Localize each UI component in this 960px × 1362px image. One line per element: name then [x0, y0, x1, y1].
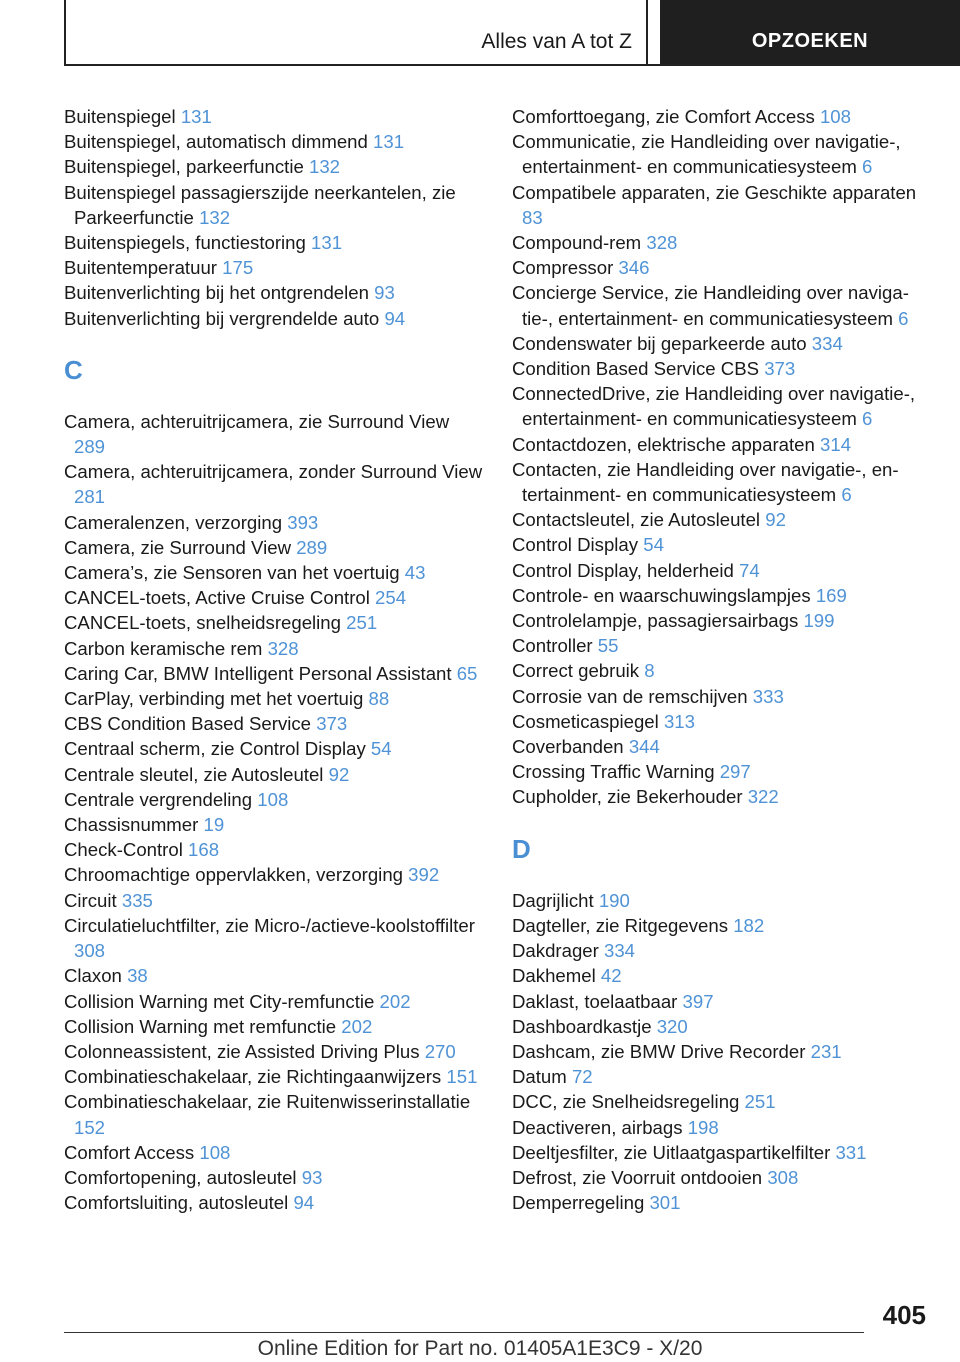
index-entry-term: Buitenspiegel, automatisch dimmend: [64, 131, 368, 153]
page-reference-link[interactable]: 6: [898, 307, 909, 329]
index-entry: [64, 1089, 484, 1139]
index-entry: [64, 862, 484, 887]
index-entry: [512, 633, 932, 658]
index-entry-term: Buitenverlichting bij het ontgrendelen: [64, 282, 369, 304]
index-entry-term: Dagteller, zie Ritgegevens: [512, 914, 729, 936]
index-entry-term: Check-Control: [64, 839, 183, 861]
index-entry: [64, 510, 484, 535]
index-entry: [64, 686, 484, 711]
index-entry-term: Dakhemel: [512, 965, 596, 987]
index-entry: [512, 1039, 932, 1064]
index-entry-term: Controlelampje, passagiersairbags: [512, 610, 799, 632]
index-entry-term: Controller: [512, 635, 593, 657]
page-reference-link[interactable]: 333: [752, 685, 784, 707]
page-reference-link[interactable]: 108: [819, 106, 851, 127]
index-entry-term: Compound-rem: [512, 232, 642, 254]
page-reference-link[interactable]: 308: [74, 940, 106, 962]
index-entry: [64, 1014, 484, 1039]
index-entry: [64, 535, 484, 560]
index-entry: [64, 661, 484, 686]
index-entry-term: Dashcam, zie BMW Drive Recorder: [512, 1040, 806, 1062]
index-entry: [512, 963, 932, 988]
page-reference-link[interactable]: 397: [682, 990, 714, 1012]
index-entry-term: DCC, zie Snelheidsregeling: [512, 1091, 740, 1113]
page-reference-link[interactable]: 301: [649, 1192, 681, 1214]
index-entry-term: Dashboardkastje: [512, 1015, 652, 1037]
index-entry: [512, 507, 932, 532]
page-reference-link[interactable]: 289: [74, 436, 106, 458]
page-reference-link[interactable]: 132: [199, 206, 231, 228]
page-reference-link[interactable]: 281: [74, 486, 106, 508]
index-entry: [512, 1014, 932, 1039]
index-entry-term: Cupholder, zie Bekerhouder: [512, 786, 743, 808]
index-entry: [64, 888, 484, 913]
page-reference-link[interactable]: 270: [424, 1040, 456, 1062]
index-entry: [512, 104, 932, 129]
index-entry-term: Deeltjesfilter, zie Uitlaatgaspartikelfilter: [512, 1141, 831, 1163]
index-entry-term: Control Display: [512, 534, 639, 556]
index-entry-term: Collision Warning met remfunctie: [64, 1015, 337, 1037]
index-entry: [512, 1064, 932, 1089]
index-entry: [64, 280, 484, 305]
page-reference-link[interactable]: 393: [287, 511, 319, 533]
page-reference-link[interactable]: 131: [373, 131, 405, 153]
page-reference-link[interactable]: 94: [293, 1192, 315, 1214]
index-entry-term: Buitenspiegel: [64, 106, 176, 127]
index-entry: [64, 180, 484, 230]
index-entry-term: Combinatieschakelaar, zie Richtingaanwijzers: [64, 1066, 442, 1088]
index-entry-term: Chroomachtige oppervlakken, verzorging: [64, 864, 403, 886]
page-reference-link[interactable]: 199: [803, 610, 835, 632]
index-entry-term: Circulatieluchtfilter, zie Micro-/actieve-koolstoffilter: [64, 914, 475, 936]
index-entry: [512, 709, 932, 734]
index-entry-term: Comfortopening, autosleutel: [64, 1166, 297, 1188]
index-entry-term: Buitenspiegel passagierszijde neerkantelen, zie Parkeerfunctie: [64, 181, 456, 228]
page-reference-link[interactable]: 42: [600, 965, 622, 987]
opzoeken-tab[interactable]: [660, 0, 960, 64]
index-entry-term: Comforttoegang, zie Comfort Access: [512, 106, 815, 127]
index-entry-term: Centraal scherm, zie Control Display: [64, 738, 366, 760]
index-entry-term: Buitenspiegel, parkeerfunctie: [64, 156, 304, 178]
index-entry: [64, 989, 484, 1014]
page-reference-link[interactable]: 92: [328, 763, 350, 785]
index-entry: [64, 459, 484, 509]
index-entry: [64, 711, 484, 736]
footer-divider: [64, 1332, 864, 1333]
index-entry-term: Contactdozen, elektrische apparaten: [512, 433, 815, 455]
index-entry: [512, 1165, 932, 1190]
page-reference-link[interactable]: 108: [199, 1141, 231, 1163]
index-entry-term: Centrale sleutel, zie Autosleutel: [64, 763, 324, 785]
index-entry: [64, 560, 484, 585]
index-entry-term: Condition Based Service CBS: [512, 358, 760, 380]
index-letter-heading: D: [512, 833, 531, 864]
index-entry: [64, 230, 484, 255]
index-entry: [64, 1140, 484, 1165]
index-entry-term: Corrosie van de remschijven: [512, 685, 748, 707]
index-entry: [512, 532, 932, 557]
index-entry-term: Compressor: [512, 257, 614, 279]
index-entry: [64, 787, 484, 812]
index-entry: [512, 913, 932, 938]
page-reference-link[interactable]: 334: [604, 940, 636, 962]
index-entry: [64, 610, 484, 635]
page-reference-link[interactable]: 88: [368, 688, 390, 710]
index-entry-term: Contactsleutel, zie Autosleutel: [512, 509, 761, 531]
index-entry: [64, 963, 484, 988]
index-entry-term: Comfortsluiting, autosleutel: [64, 1192, 289, 1214]
section-title: Alles van A tot Z: [481, 30, 632, 53]
index-entry-term: Deactiveren, airbags: [512, 1116, 683, 1138]
page-reference-link[interactable]: 231: [810, 1040, 842, 1062]
page-reference-link[interactable]: 308: [767, 1166, 799, 1188]
index-entry-term: Buitenverlichting bij vergrendelde auto: [64, 307, 380, 329]
page-reference-link[interactable]: 344: [628, 736, 660, 758]
index-entry: [64, 255, 484, 280]
index-entry-term: Coverbanden: [512, 736, 624, 758]
index-entry: [64, 812, 484, 837]
index-entry: [512, 180, 932, 230]
page-reference-link[interactable]: 92: [765, 509, 786, 531]
index-entry-term: Cosmeticaspiegel: [512, 710, 659, 732]
index-entry: [512, 608, 932, 633]
index-entry-term: Condenswater bij geparkeerde auto: [512, 332, 807, 354]
index-entry-term: CarPlay, verbinding met het voertuig: [64, 688, 364, 710]
page-reference-link[interactable]: 328: [646, 232, 678, 254]
header-divider: [64, 64, 960, 66]
page-reference-link[interactable]: 93: [301, 1166, 323, 1188]
page-reference-link[interactable]: 151: [446, 1066, 478, 1088]
page-reference-link[interactable]: 72: [571, 1066, 593, 1088]
index-entry: [512, 129, 932, 179]
index-entry: [512, 684, 932, 709]
page-reference-link[interactable]: 6: [862, 156, 873, 178]
index-entry-term: Communicatie, zie Handleiding over navigatie-, entertainment- en communicatiesysteem: [512, 131, 901, 178]
index-entry-term: Collision Warning met City-remfunctie: [64, 990, 375, 1012]
index-entry: [64, 636, 484, 661]
index-entry-term: Claxon: [64, 965, 122, 987]
page-reference-link[interactable]: 54: [643, 534, 664, 556]
index-entry-term: Control Display, helderheid: [512, 559, 734, 581]
page-reference-link[interactable]: 132: [308, 156, 341, 178]
index-entry-term: Crossing Traffic Warning: [512, 761, 715, 783]
page-reference-link[interactable]: 373: [316, 713, 348, 735]
page-reference-link[interactable]: 297: [719, 761, 751, 783]
index-entry: [512, 734, 932, 759]
index-entry-term: Datum: [512, 1066, 567, 1088]
opzoeken-tab-label: OPZOEKEN: [751, 30, 869, 52]
index-entry-term: Centrale vergrendeling: [64, 788, 253, 810]
page-reference-link[interactable]: 346: [618, 257, 650, 279]
index-entry: [64, 837, 484, 862]
index-entry: [64, 1165, 484, 1190]
index-entry: [512, 989, 932, 1014]
index-entry-term: Combinatieschakelaar, zie Ruitenwisserinstallatie: [64, 1091, 471, 1113]
page-reference-link[interactable]: 314: [820, 433, 852, 455]
page-reference-link[interactable]: 328: [267, 637, 299, 659]
index-entry: [64, 154, 484, 179]
index-entry-term: CANCEL-toets, snelheidsregeling: [64, 612, 341, 634]
index-entry: [64, 129, 484, 154]
page-reference-link[interactable]: 108: [257, 788, 289, 810]
index-entry: [512, 658, 932, 683]
index-entry: [512, 230, 932, 255]
index-entry-term: Correct gebruik: [512, 660, 640, 682]
index-entry-term: Camera, achteruitrijcamera, zie Surround View: [64, 410, 450, 432]
index-entry: [64, 585, 484, 610]
index-entry-term: Buitenspiegels, functiestoring: [64, 232, 306, 254]
page-reference-link[interactable]: 175: [222, 257, 254, 279]
page-reference-link[interactable]: 131: [311, 232, 343, 254]
index-entry: [512, 381, 932, 431]
page-reference-link[interactable]: 331: [835, 1141, 867, 1163]
page-reference-link[interactable]: 38: [127, 965, 148, 987]
page-reference-link[interactable]: 202: [341, 1015, 373, 1037]
index-entry: [512, 280, 932, 330]
page-reference-link[interactable]: 131: [180, 106, 212, 127]
index-entry: [64, 104, 484, 129]
index-entry: [64, 736, 484, 761]
index-entry: [512, 583, 932, 608]
index-entry-term: Camera’s, zie Sensoren van het voertuig: [64, 562, 400, 584]
index-entry-term: Dagrijlicht: [512, 889, 594, 911]
index-entry: [512, 356, 932, 381]
page-reference-link[interactable]: 168: [188, 839, 220, 861]
page-reference-link[interactable]: 313: [663, 710, 695, 732]
index-entry-term: Comfort Access: [64, 1141, 195, 1163]
edition-footer: Online Edition for Part no. 01405A1E3C9 - X/20: [257, 1337, 703, 1360]
page-reference-link[interactable]: 152: [74, 1116, 106, 1138]
index-entry-term: Cameralenzen, verzorging: [64, 511, 283, 533]
index-entry: [64, 913, 484, 963]
page-reference-link[interactable]: 19: [203, 814, 225, 836]
page-reference-link[interactable]: 6: [841, 484, 852, 506]
page-reference-link[interactable]: 83: [522, 206, 543, 228]
page-reference-link[interactable]: 251: [744, 1091, 776, 1113]
page-reference-link[interactable]: 251: [346, 612, 378, 634]
page-reference-link[interactable]: 54: [370, 738, 392, 760]
page-reference-link[interactable]: 182: [733, 914, 765, 936]
index-entry-term: Circuit: [64, 889, 117, 911]
page-reference-link[interactable]: 320: [656, 1015, 688, 1037]
index-entry-term: Concierge Service, zie Handleiding over navigatie-, entertainment- en communicatiesysteem: [512, 282, 909, 329]
page-reference-link[interactable]: 93: [374, 282, 395, 304]
index-entry: [512, 432, 932, 457]
page-reference-link[interactable]: 289: [296, 536, 328, 558]
index-entry-term: ConnectedDrive, zie Handleiding over navigatie-, entertainment- en communicatiesysteem: [512, 383, 916, 430]
index-column-left: [64, 104, 484, 1215]
page-reference-link[interactable]: 254: [375, 587, 407, 609]
header-section-tab: [64, 0, 648, 64]
page-reference-link[interactable]: 65: [456, 662, 478, 684]
index-entry-term: CANCEL-toets, Active Cruise Control: [64, 587, 370, 609]
index-entry-term: Dakdrager: [512, 940, 599, 962]
index-entry-term: Camera, zie Surround View: [64, 536, 292, 558]
index-entry: [64, 1190, 484, 1215]
page-reference-link[interactable]: 43: [404, 562, 426, 584]
page-number: 405: [882, 1300, 926, 1330]
index-entry-term: Defrost, zie Voorruit ontdooien: [512, 1166, 763, 1188]
page-reference-link[interactable]: 392: [408, 864, 440, 886]
index-entry: [512, 888, 932, 913]
index-entry: [64, 1064, 484, 1089]
index-entry: [512, 558, 932, 583]
page-reference-link[interactable]: 190: [598, 889, 630, 911]
index-entry: [512, 255, 932, 280]
index-entry: [64, 1039, 484, 1064]
index-entry: [512, 1190, 932, 1215]
index-entry: [512, 759, 932, 784]
index-entry-term: Daklast, toelaatbaar: [512, 990, 678, 1012]
index-column-right: [512, 104, 932, 1215]
page-reference-link[interactable]: 373: [764, 358, 796, 380]
page-reference-link[interactable]: 94: [384, 307, 406, 329]
index-entry-term: Camera, achteruitrijcamera, zonder Surround View: [64, 461, 483, 483]
index-entry-term: Controle- en waarschuwingslampjes: [512, 584, 811, 606]
page-reference-link[interactable]: 202: [379, 990, 411, 1012]
page-reference-link[interactable]: 335: [121, 889, 153, 911]
index-entry: [64, 762, 484, 787]
index-entry-term: CBS Condition Based Service: [64, 713, 312, 735]
page-reference-link[interactable]: 198: [687, 1116, 719, 1138]
page-reference-link[interactable]: 74: [739, 559, 760, 581]
index-entry-term: Chassisnummer: [64, 814, 199, 836]
index-entry-term: Caring Car, BMW Intelligent Personal Assistant: [64, 662, 452, 684]
index-entry-term: Contacten, zie Handleiding over navigatie-, entertainment- en communicatiesysteem: [512, 458, 899, 506]
index-entry: [512, 331, 932, 356]
index-entry: [64, 306, 484, 331]
index-entry: [512, 457, 932, 507]
page-reference-link[interactable]: 8: [644, 660, 655, 682]
index-entry: [64, 409, 484, 459]
index-entry: [512, 784, 932, 809]
index-entry-term: Carbon keramische rem: [64, 637, 263, 659]
index-entry-term: Buitentemperatuur: [64, 257, 217, 279]
page-reference-link[interactable]: 55: [597, 635, 619, 657]
page-reference-link[interactable]: 6: [862, 408, 873, 430]
page-reference-link[interactable]: 322: [747, 786, 779, 808]
index-entry: [512, 1089, 932, 1114]
index-letter-heading: C: [64, 354, 83, 385]
index-entry-term: Demperregeling: [512, 1192, 645, 1214]
index-entry-term: Colonneassistent, zie Assisted Driving Plus: [64, 1040, 420, 1062]
index-entry: [512, 1115, 932, 1140]
index-entry-term: Compatibele apparaten, zie Geschikte apparaten: [512, 181, 917, 203]
index-entry: [512, 938, 932, 963]
index-entry: [512, 1140, 932, 1165]
page-reference-link[interactable]: 169: [815, 584, 847, 606]
page-reference-link[interactable]: 334: [811, 332, 843, 354]
